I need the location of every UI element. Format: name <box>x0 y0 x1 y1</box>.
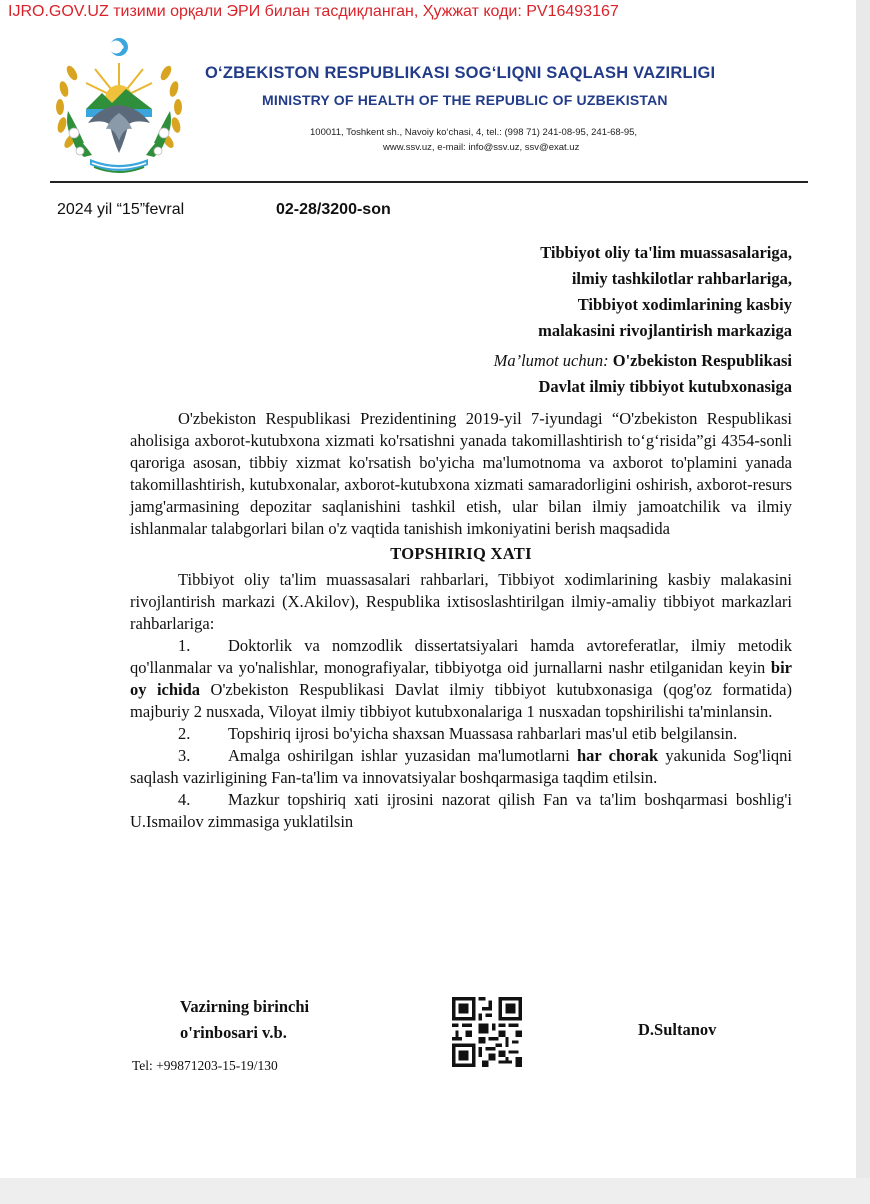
signatory-position-line: o'rinbosari v.b. <box>180 1023 287 1042</box>
list-item <box>130 635 792 723</box>
letter-title: TOPSHIRIQ XATI <box>390 544 532 563</box>
item-number: 2. <box>178 724 191 743</box>
addressee-line: Tibbiyot xodimlarining kasbiy <box>577 295 792 314</box>
signatory-position-line: Vazirning birinchi <box>180 997 310 1016</box>
item-emphasis: har chorak <box>576 746 659 765</box>
letter-body <box>130 408 792 833</box>
ministry-contacts: www.ssv.uz, e-mail: info@ssv.uz, ssv@exat.uz <box>383 142 580 153</box>
cc-label: Ma’lumot uchun: <box>493 351 609 370</box>
item-number: 3. <box>178 746 191 765</box>
signatory-position <box>180 994 309 1046</box>
document-date: 2024 yil “15”fevral <box>57 201 185 218</box>
item-number: 1. <box>178 636 191 655</box>
ministry-address: 100011, Toshkent sh., Navoiy ko‘chasi, 4, tel.: (998 71) 241-08-95, 241-68-95, <box>310 127 638 138</box>
qr-code-icon <box>452 997 522 1067</box>
page-bottom-margin <box>0 1178 870 1204</box>
item-text: Topshiriq ijrosi bo'yicha shaxsan Muassasa rahbarlari mas'ul etib belgilansin. <box>228 724 738 743</box>
for-information-block <box>272 348 792 400</box>
list-item <box>130 789 792 833</box>
addressee-line: Tibbiyot oliy ta'lim muassasalariga, <box>540 243 792 262</box>
header-divider <box>50 181 808 183</box>
item-emphasis: bir oy ichida <box>130 658 792 699</box>
item-text: yakunida Sog'liqni saqlash vazirligining Fan-ta'lim va innovatsiyalar boshqarmasiga taqdim etilsin. <box>130 746 793 787</box>
intro-paragraph: Tibbiyot oliy ta'lim muassasalari rahbarlari, Tibbiyot xodimlarining kasbiy malakasini rivojlantirish markazi (X.Akilov), Respublika ixtisoslashtirilgan ilmiy-amaliy tibbiyot markazlari rahbarlariga: <box>130 570 792 633</box>
addressee-block <box>272 240 792 344</box>
list-item <box>130 723 792 745</box>
addressee-line: malakasini rivojlantirish markaziga <box>538 321 792 340</box>
list-item <box>130 745 792 789</box>
item-text: O'zbekiston Respublikasi Davlat ilmiy tibbiyot kutubxonasiga (qog'oz formatida) majburiy 2 nusxada, Viloyat ilmiy tibbiyot kutubxonalariga 1 nusxadan topshirilishi ta'minlansin. <box>130 680 792 721</box>
preamble-paragraph: O'zbekiston Respublikasi Prezidentining 2019-yil 7-iyundagi “O'zbekiston Respublikasi aholisiga axborot-kutubxona xizmati ko'rsatishni yanada takomillashtirish to‘g‘risida”gi 4354-sonli qaroriga asosan, tibbiy xizmat ko'rsatish bo'yicha ma'lumotnoma va axborot to'plamini yanada takomillashtirish, kutubxonalar, axborot-kutubxona xizmati samaradorligini oshirish, axborot-resurs jamg'armasining depozitar saqlanishini tashkil etish, ular bilan ilmiy jamoatchilik va ilmiy ishlanmalar talabgorlari bilan o'z vaqtida tanishish imkoniyatini berish maqsadida <box>130 409 792 538</box>
item-text: Mazkur topshiriq xati ijrosini nazorat qilish Fan va ta'lim boshqarmasi boshlig'i U.Ismailov zimmasiga yuklatilsin <box>130 790 792 831</box>
page-gutter <box>856 0 870 1204</box>
ministry-name-english: MINISTRY OF HEALTH OF THE REPUBLIC OF UZBEKISTAN <box>262 92 668 108</box>
uzbekistan-state-emblem-icon <box>50 33 188 177</box>
ministry-name-uzbek: O‘ZBEKISTON RESPUBLIKASI SOG‘LIQNI SAQLASH VAZIRLIGI <box>205 64 716 82</box>
ijro-verification-banner: IJRO.GOV.UZ тизими орқали ЭРИ билан тасдиқланган, Ҳужжат коди: PV16493167 <box>8 3 619 20</box>
footer-phone: Tel: +99871203-15-19/130 <box>132 1058 278 1073</box>
document-number: 02-28/3200-son <box>276 201 391 218</box>
item-number: 4. <box>178 790 191 809</box>
cc-line: O'zbekiston Respublikasi <box>612 351 792 370</box>
cc-line: Davlat ilmiy tibbiyot kutubxonasiga <box>538 377 792 396</box>
item-text: Amalga oshirilgan ishlar yuzasidan ma'lumotlarni <box>228 746 577 765</box>
item-text: Doktorlik va nomzodlik dissertatsiyalari hamda avtoreferatlar, ilmiy metodik qo'llanmalar va yo'nalishlar, monografiyalar, tibbiyotga oid jurnallarni nashr etilganidan keyin <box>130 636 792 677</box>
addressee-line: ilmiy tashkilotlar rahbarlariga, <box>571 269 792 288</box>
signatory-name: D.Sultanov <box>638 1020 717 1039</box>
